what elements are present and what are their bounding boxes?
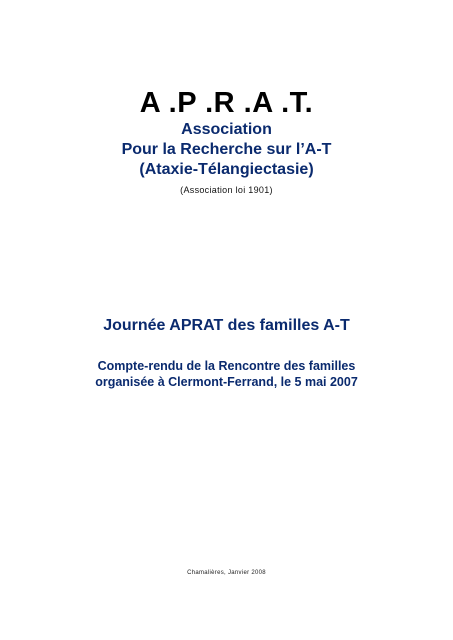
footer-place-date: Chamalières, Janvier 2008 [187,570,266,576]
organization-name-line-1: Association [181,121,272,138]
report-subtitle-line-1: Compte-rendu de la Rencontre des familles [97,359,356,373]
organization-acronym: A .P .R .A .T. [139,87,314,119]
legal-status: (Association loi 1901) [180,185,273,195]
report-subtitle-line-2: organisée à Clermont-Ferrand, le 5 mai 2007 [95,375,358,389]
organization-name-line-3: (Ataxie-Télangiectasie) [139,161,314,178]
event-title: Journée APRAT des familles A-T [103,317,350,334]
organization-name-line-2: Pour la Recherche sur l’A-T [121,141,332,158]
